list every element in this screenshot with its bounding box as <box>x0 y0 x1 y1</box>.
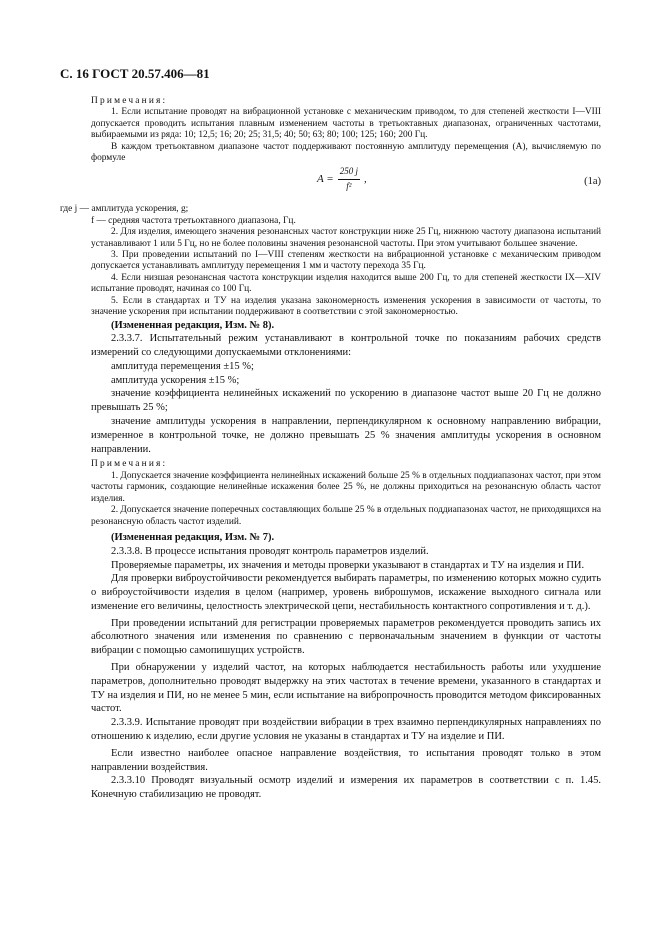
note-2-2: 2. Допускается значение поперечных составляющих больше 25 % в отдельных поддиапазонах частот, не приходящихся на резонансную область частот изделий. <box>91 505 601 527</box>
clause-2-3-3-9: 2.3.3.9. Испытание проводят при воздействии вибрации в трех взаимно перпендикулярных направлениях по отношению к изделию, если другие условия не указаны в стандартах и ТУ на изделие и ПИ. <box>91 717 601 743</box>
clause-2-3-3-10: 2.3.3.10 Проводят визуальный осмотр изделий и измерения их параметров в соответствии с п. 1.45. Конечную стабилизацию не проводят. <box>91 775 601 801</box>
where-line-1: где j — амплитуда ускорения, g; <box>60 204 189 215</box>
notes-title: Примечания: <box>91 96 168 106</box>
note-2-1: 1. Допускается значение коэффициента нелинейных искажений больше 25 % в отдельных поддиапазонах частот, при этом частоты гармоник, создающие нелинейные искажения более 25 %, не должны приходиться на резонансную область частот изделия. <box>91 470 601 504</box>
formula-fraction <box>338 166 360 192</box>
tolerance-distortion: значение коэффициента нелинейных искажений по ускорению в диапазоне частот выше 20 Гц не должно превышать 25 %; <box>91 388 601 414</box>
formula-lhs: A = <box>317 172 334 185</box>
formula-denominator: f² <box>346 180 352 191</box>
tolerance-acceleration: амплитуда ускорения ±15 %; <box>111 374 240 386</box>
note-4: 4. Если низшая резонансная частота конструкции изделия находится выше 200 Гц, то для степеней жесткости IX—XIV испытание проводят, начиная со 100 Гц. <box>91 272 601 295</box>
formula-numerator: 250 j <box>338 166 360 179</box>
note-5: 5. Если в стандартах и ТУ на изделия указана закономерность изменения ускорения в зависимости от частоты, то значение ускорения при испытании поддерживают в соответствии с этой закономерностью. <box>91 295 601 318</box>
notes-title-2: Примечания: <box>91 459 168 470</box>
clause-2-3-3-8-recording: При проведении испытаний для регистрации проверяемых параметров рекомендуется проводить запись их абсолютного значения или изменения по сравнению с первоначальным значением в функции от частоты вибрации с помощью самопишущих устройств. <box>91 617 601 657</box>
note-2: 2. Для изделия, имеющего значения резонансных частот конструкции ниже 25 Гц, нижнюю частоту диапазона испытаний устанавливают 1 или 5 Гц, но не более половины значения резонансной частоты. При этом учитывают большее значение. <box>91 227 601 249</box>
page-header: С. 16 ГОСТ 20.57.406—81 <box>60 66 210 81</box>
tolerance-transverse: значение амплитуды ускорения в направлении, перпендикулярном к основному направлению вибрации, измеренное в контрольной точке, не должно превышать 25 % значения амплитуды ускорения в основном направлении. <box>91 416 601 455</box>
clause-2-3-3-8-params: Проверяемые параметры, их значения и методы проверки указывают в стандартах и ТУ на изделия и ПИ. <box>111 559 585 571</box>
edit-note-7: (Измененная редакция, Изм. № 7). <box>111 531 275 543</box>
clause-2-3-3-8: 2.3.3.8. В процессе испытания проводят контроль параметров изделий. <box>111 545 429 557</box>
document-body <box>60 96 601 802</box>
note-1: 1. Если испытание проводят на вибрационной установке с механическим приводом, то для степеней жесткости I—VIII допускается проводить испытания плавным изменением частоты в третьоктавных диапазонах, ограниченных частотами, выбираемыми из ряда: 10; 12,5; 16; 20; 25; 31,5; 40; 50; 63; 80; 100; 125; 160; 200 Гц. <box>91 107 601 141</box>
formula <box>317 166 367 192</box>
tolerance-displacement: амплитуда перемещения ±15 %; <box>111 360 254 372</box>
clause-2-3-3-9-direction: Если известно наиболее опасное направление воздействия, то испытания проводят только в этом направлении воздействия. <box>91 747 601 773</box>
clause-2-3-3-7: 2.3.3.7. Испытательный режим устанавливают в контрольной точке по показаниям рабочих средств измерений со следующими допускаемыми отклонениями: <box>91 333 601 359</box>
formula-tail: , <box>363 172 367 185</box>
clause-2-3-3-8-stability: Для проверки виброустойчивости рекомендуется выбирать параметры, по изменению которых можно судить о виброустойчивости изделия в целом (например, уровень виброшумов, искажение выходного сигнала или изменение его величины, целостность электрической цепи, нестабильность контактного сопротивления и т. д.). <box>91 573 601 612</box>
clause-2-3-3-8-hold: При обнаружении у изделий частот, на которых наблюдается нестабильность работы или ухудшение параметров, дополнительно проводят выдержку на этих частотах в течение времени, указанного в стандартах и ТУ на изделия и ПИ, но не менее 5 мин, если испытание на вибропрочность проводится методом фиксированных частот. <box>91 662 601 715</box>
note-3: 3. При проведении испытаний по I—VIII степеням жесткости на вибрационной установке с механическим приводом допускается устанавливать амплитуду перемещения 1 мм и частоту перехода 35 Гц. <box>91 250 601 272</box>
where-line-2: f — средняя частота третьоктавного диапазона, Гц. <box>91 215 296 226</box>
note-1-continued: В каждом третьоктавном диапазоне частот поддерживают постоянную амплитуду перемещения (A), вычисляемую по формуле <box>91 141 601 164</box>
formula-block <box>91 164 601 204</box>
edit-note-8: (Измененная редакция, Изм. № 8). <box>111 319 275 331</box>
formula-number: (1а) <box>584 176 601 188</box>
